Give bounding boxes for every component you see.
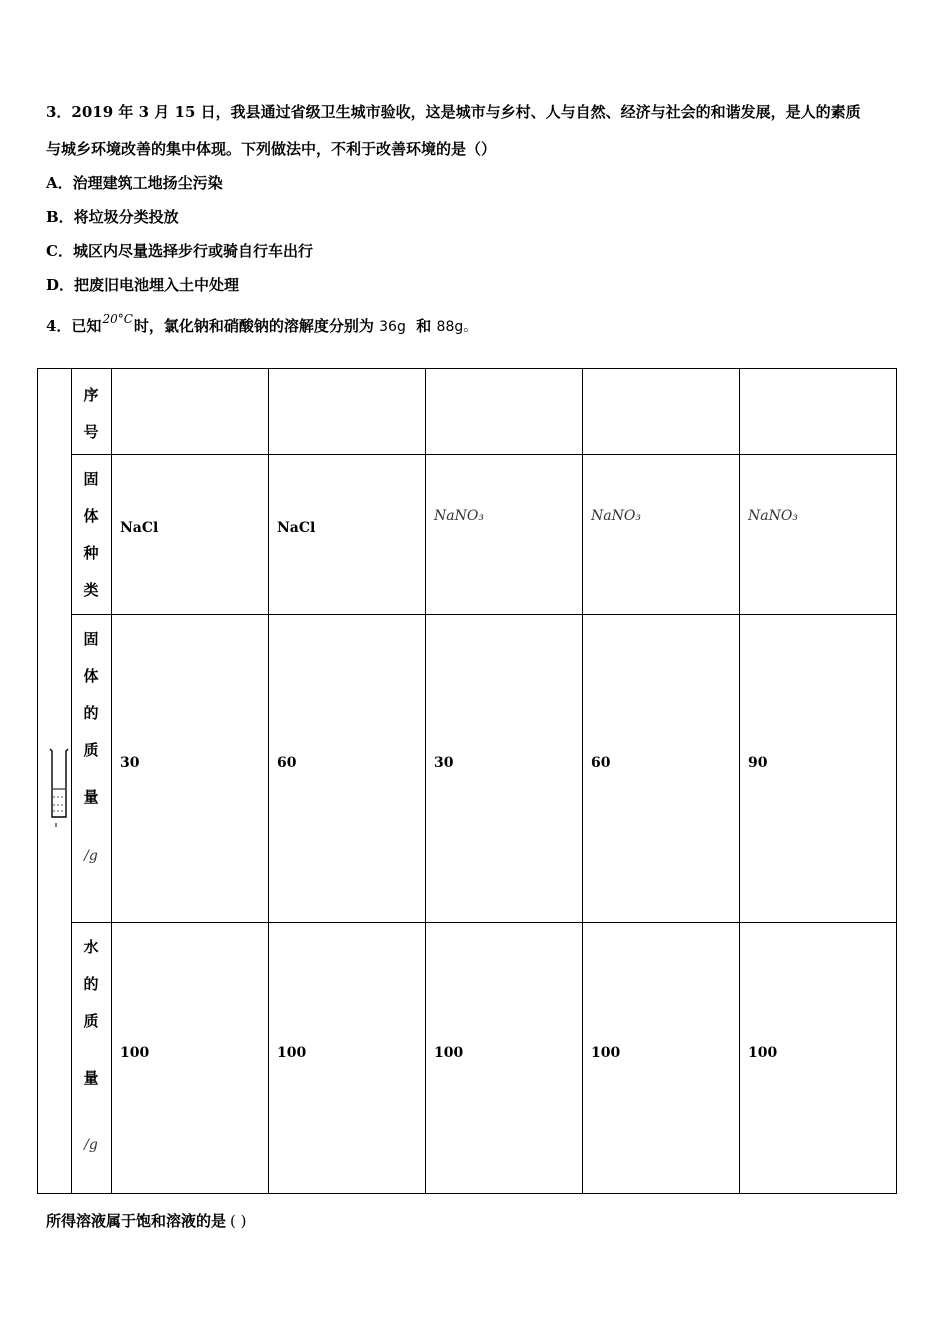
q3-option-a: A．治理建筑工地扬尘污染	[46, 174, 223, 192]
solid-type-3: NaNO₃	[434, 508, 484, 524]
q3-option-d: D．把废旧电池埋入土中处理	[46, 276, 240, 294]
answer-blank: ( )	[230, 1212, 247, 1230]
solid-mass-4: 60	[591, 755, 611, 771]
row-header-solid-type: 固 体 种 类	[83, 470, 99, 599]
unit-label: /g	[84, 1137, 98, 1153]
row-header-seq: 序 号	[83, 386, 99, 441]
solid-mass-1: 30	[120, 755, 140, 771]
solid-type-1: NaCl	[120, 520, 159, 536]
q3-stem-line1: 3．2019 年 3 月 15 日，我县通过省级卫生城市验收，这是城市与乡村、人与自然、经济与社会的和谐发展，是人的素质	[46, 103, 861, 121]
water-mass-3: 100	[434, 1045, 464, 1061]
water-mass-5: 100	[748, 1045, 778, 1061]
table-divider	[111, 369, 112, 1193]
solid-type-2: NaCl	[277, 520, 316, 536]
q3-option-c: C．城区内尽量选择步行或骑自行车出行	[46, 242, 313, 260]
beaker-icon	[48, 747, 70, 827]
q4-stem	[46, 312, 478, 337]
solid-mass-3: 30	[434, 755, 454, 771]
q4-question	[46, 1210, 247, 1231]
row-header-water-mass: 水 的 质 量 /g	[71, 929, 111, 1164]
solid-mass-5: 90	[748, 755, 768, 771]
water-mass-1: 100	[120, 1045, 150, 1061]
q4-temperature: 20°C	[102, 312, 133, 326]
table-divider	[71, 614, 896, 615]
water-mass-4: 100	[591, 1045, 621, 1061]
table-divider	[582, 369, 583, 1193]
table-divider	[268, 369, 269, 1193]
row-header-solid-mass: 固 体 的 质 量 /g	[71, 621, 111, 875]
table-divider	[71, 454, 896, 455]
solid-mass-2: 60	[277, 755, 297, 771]
q3-option-b: B．将垃圾分类投放	[46, 208, 179, 226]
unit-label: /g	[84, 848, 98, 864]
data-table	[37, 368, 897, 1194]
table-divider	[71, 922, 896, 923]
q4-mid: 时，氯化钠和硝酸钠的溶解度分别为	[133, 317, 374, 335]
q4-and: 和	[416, 317, 432, 335]
table-divider	[739, 369, 740, 1193]
solid-type-4: NaNO₃	[591, 508, 641, 524]
q4-prefix: 4．已知	[46, 317, 102, 335]
q4-question-text: 所得溶液属于饱和溶液的是	[46, 1212, 227, 1230]
q4-nacl-solubility: 36g	[379, 319, 406, 335]
solid-type-5: NaNO₃	[748, 508, 798, 524]
water-mass-2: 100	[277, 1045, 307, 1061]
q4-nano3-solubility: 88g。	[436, 319, 478, 335]
q3-stem-line2: 与城乡环境改善的集中体现。下列做法中，不利于改善环境的是（）	[46, 140, 497, 158]
table-divider	[425, 369, 426, 1193]
